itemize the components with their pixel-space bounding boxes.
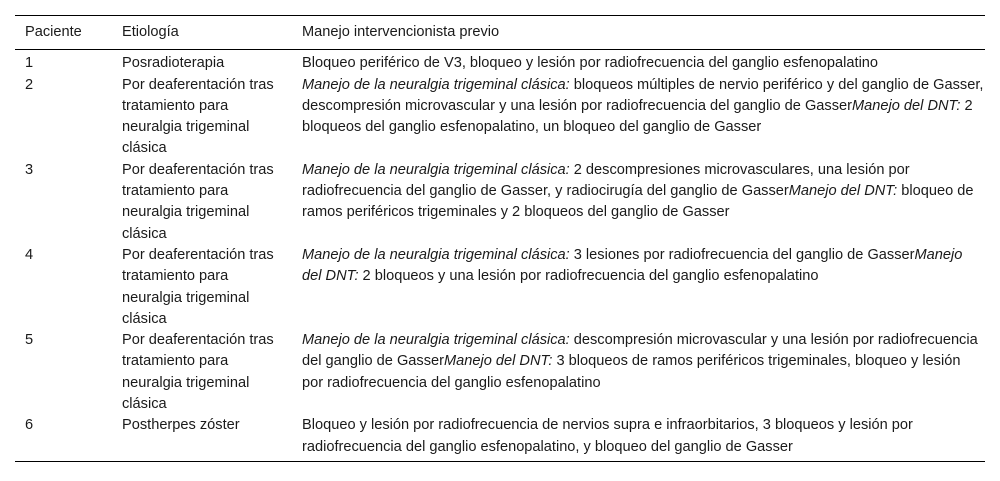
cell-paciente: 3	[25, 161, 34, 178]
cell-manejo	[292, 415, 985, 461]
cell-paciente: 5	[25, 332, 34, 349]
cell-etiologia: Postherpes zóster	[122, 417, 240, 434]
text-segment: descompresión microvascular y una lesión por radiofrecuencia del ganglio de Gasser	[302, 332, 978, 370]
cell-etiologia: Por deaferentación tras tratamiento para neuralgia trigeminal clásica	[122, 332, 274, 413]
cell-etiologia: Posradioterapia	[122, 55, 225, 72]
cell-paciente: 4	[25, 246, 34, 263]
header-manejo: Manejo intervencionista previo	[302, 24, 500, 40]
text-segment: bloqueo de ramos periféricos trigeminales y 2 bloqueos del ganglio de Gasser	[302, 183, 974, 221]
cell-paciente: 1	[25, 55, 34, 72]
cell-manejo	[292, 50, 985, 75]
patients-table	[15, 15, 985, 462]
text-segment: 3 bloqueos de ramos periféricos trigeminales, bloqueo y lesión por radiofrecuencia del ganglio esfenopalatino	[302, 353, 961, 391]
table-row	[15, 415, 985, 461]
section-label: Manejo del DNT:	[443, 353, 553, 370]
table-body	[15, 50, 985, 462]
table-row	[15, 160, 985, 245]
section-label: Manejo del DNT:	[852, 97, 961, 114]
table-row	[15, 75, 985, 160]
header-etiologia: Etiología	[122, 24, 179, 40]
section-label: Manejo del DNT:	[788, 183, 898, 200]
text-segment: 2 descompresiones microvasculares, una lesión por radiofrecuencia del ganglio de Gasser, y radiocirugía del ganglio de Gasser	[302, 161, 910, 200]
text-segment: 3 lesiones por radiofrecuencia del ganglio de Gasser	[569, 246, 915, 263]
text-segment: bloqueos múltiples de nervio periférico y del ganglio de Gasser, descompresión microvascular y una lesión por radiofrecuencia del ganglio de Gasser	[302, 76, 984, 114]
cell-manejo	[292, 75, 985, 160]
table-row	[15, 330, 985, 415]
cell-manejo	[292, 245, 985, 330]
section-label: Manejo del DNT:	[302, 246, 963, 285]
cell-etiologia: Por deaferentación tras tratamiento para neuralgia trigeminal clásica	[122, 246, 274, 327]
text-segment: 2 bloqueos del ganglio esfenopalatino, un bloqueo del ganglio de Gasser	[302, 97, 973, 136]
section-label: Manejo de la neuralgia trigeminal clásica:	[302, 332, 570, 349]
cell-manejo	[292, 330, 985, 415]
text-segment: 2 bloqueos y una lesión por radiofrecuencia del ganglio esfenopalatino	[358, 268, 819, 285]
section-label: Manejo de la neuralgia trigeminal clásica:	[302, 246, 570, 263]
cell-etiologia: Por deaferentación tras tratamiento para neuralgia trigeminal clásica	[122, 161, 274, 242]
table-row	[15, 245, 985, 330]
section-label: Manejo de la neuralgia trigeminal clásica:	[302, 161, 570, 178]
section-label: Manejo de la neuralgia trigeminal clásica:	[302, 76, 570, 93]
text-segment: Bloqueo periférico de V3, bloqueo y lesión por radiofrecuencia del ganglio esfenopalatino	[302, 55, 879, 72]
text-segment: Bloqueo y lesión por radiofrecuencia de nervios supra e infraorbitarios, 3 bloqueos y lesión por radiofrecuencia del ganglio esfenopalatino, y bloqueo del ganglio de Gasser	[302, 417, 913, 455]
cell-paciente: 2	[25, 76, 34, 93]
cell-paciente: 6	[25, 417, 34, 434]
header-row	[15, 16, 985, 50]
table-header	[15, 16, 985, 50]
data-table-container	[15, 15, 985, 462]
cell-etiologia: Por deaferentación tras tratamiento para neuralgia trigeminal clásica	[122, 76, 274, 157]
cell-manejo	[292, 160, 985, 245]
table-row	[15, 50, 985, 75]
header-paciente: Paciente	[25, 24, 82, 40]
